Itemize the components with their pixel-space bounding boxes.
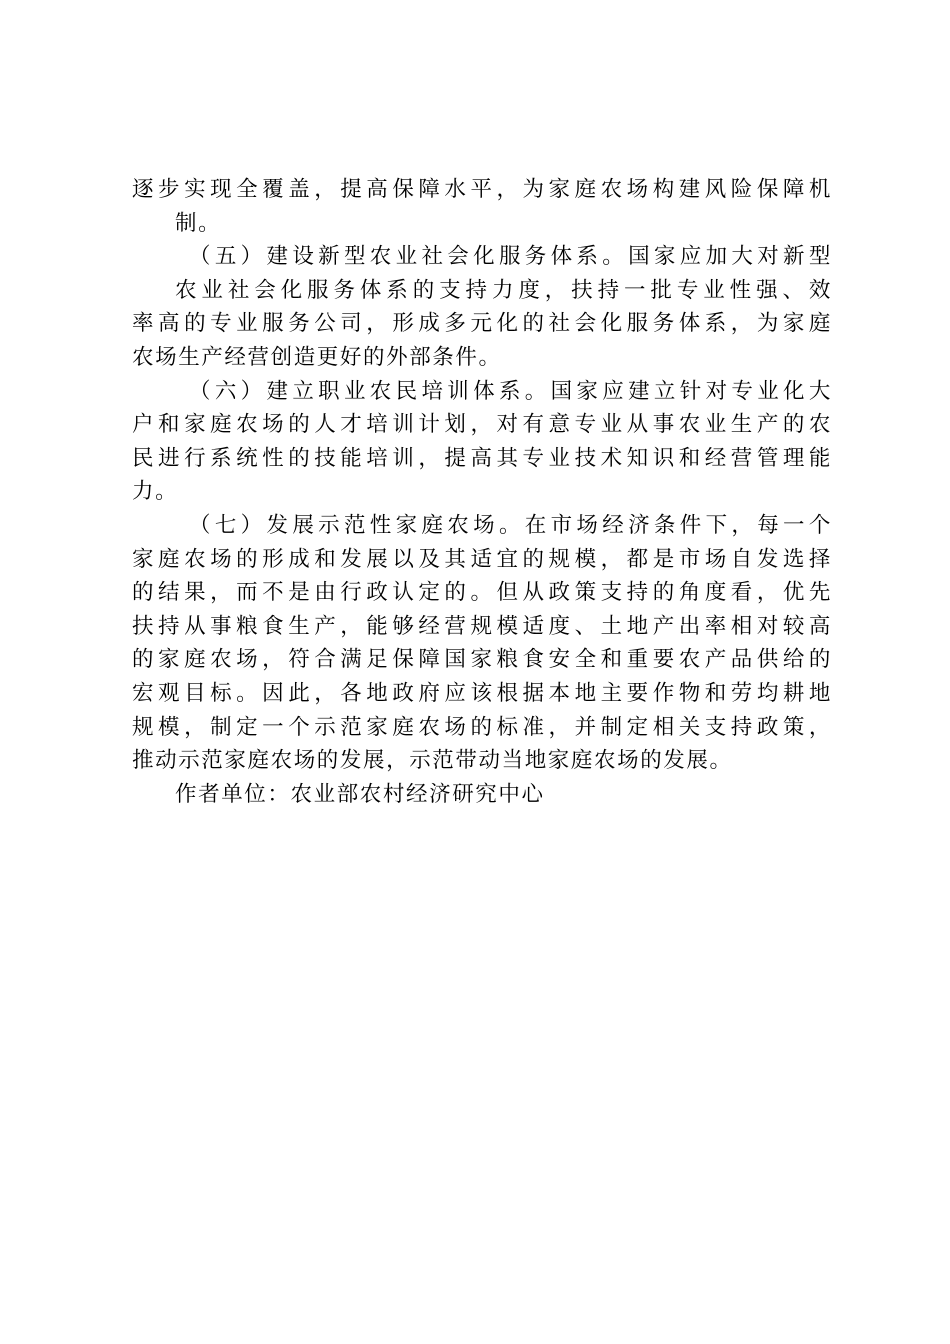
text-line: 农场生产经营创造更好的外部条件。 [132,344,502,370]
text-line: 规模，制定一个示范家庭农场的标准，并制定相关支持政策， [132,714,832,740]
text-line: 民进行系统性的技能培训，提高其专业技术知识和经营管理能 [132,445,832,471]
text-line: 推动示范家庭农场的发展，示范带动当地家庭农场的发展。 [132,748,733,774]
text-line: 农业社会化服务体系的支持力度，扶持一批专业性强、效 [175,277,832,303]
text-line: 制。 [175,210,222,236]
section-heading-line: （七）发展示范性家庭农场。在市场经济条件下，每一个 [189,512,832,538]
text-line: 户和家庭农场的人才培训计划，对有意专业从事农业生产的农 [132,412,832,438]
text-line: 的家庭农场，符合满足保障国家粮食安全和重要农产品供给的 [132,647,832,673]
text-line: 的结果，而不是由行政认定的。但从政策支持的角度看，优先 [132,580,832,606]
author-affiliation: 作者单位：农业部农村经济研究中心 [175,781,545,807]
section-heading-line: （五）建设新型农业社会化服务体系。国家应加大对新型 [189,244,832,270]
text-line: 扶持从事粮食生产，能够经营规模适度、土地产出率相对较高 [132,613,832,639]
text-line: 率高的专业服务公司，形成多元化的社会化服务体系，为家庭 [132,311,832,337]
text-line: 力。 [132,479,179,505]
text-line: 逐步实现全覆盖，提高保障水平，为家庭农场构建风险保障机 [132,177,832,202]
section-heading-line: （六）建立职业农民培训体系。国家应建立针对专业化大 [189,378,832,404]
text-line: 宏观目标。因此，各地政府应该根据本地主要作物和劳均耕地 [132,680,832,706]
body-text [132,173,832,811]
text-line: 家庭农场的形成和发展以及其适宜的规模，都是市场自发选择 [132,546,832,572]
